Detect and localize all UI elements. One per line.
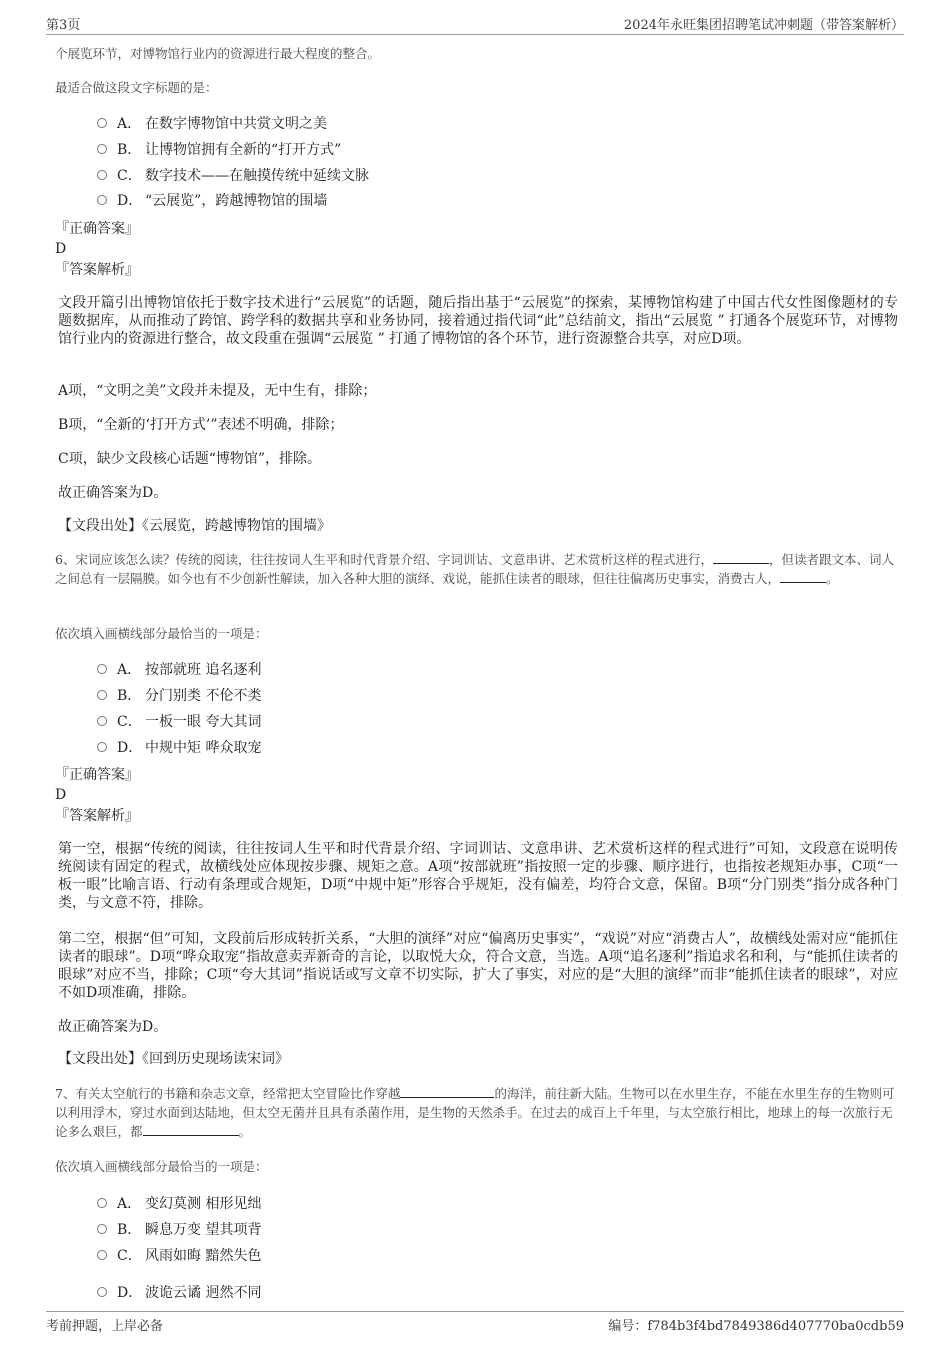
radio-icon[interactable] [97,1224,107,1234]
q5-answer: D [55,241,67,257]
radio-icon[interactable] [97,690,107,700]
q6-source: 【文段出处】《回到历史现场读宋词》 [58,1051,289,1067]
q6-prompt: 依次填入画横线部分最恰当的一项是： [55,626,268,641]
document-id: 编号：f784b3f4bd7849386d407770ba0cdb59 [608,1319,904,1334]
q6-analysis-first-blank: 第一空，根据“传统的阅读，往往按词人生平和时代背景介绍、字词训诂、文意串讲、艺术赏析这样的程式进行”可知，文段意在说明传统阅读有固定的程式，故横线处应体现按步骤、规矩之意。A项“按部就班”指按照一定的步骤、顺序进行，也指按老规矩办事，C项“一板一眼”比喻言语、行动有条理或合规矩，D项“中规中矩”形容合乎规矩，没有偏差，均符合文意，保留。B项“分门别类”指分成各种门类，与文意不符，排除。 [58,841,898,911]
q5-source: 【文段出处】《云展览，跨越博物馆的围墙》 [58,518,331,534]
page-footer [46,1311,904,1334]
fill-blank [713,551,769,564]
q6-option-b[interactable]: B． 分门别类 不伦不类 [97,686,261,706]
q7-option-b[interactable]: B． 瞬息万变 望其项背 [97,1220,261,1240]
q6-option-a[interactable]: A． 按部就班 追名逐利 [97,660,261,680]
q5-intro-tail: 个展览环节，对博物馆行业内的资源进行最大程度的整合。 [55,46,381,61]
q7-option-d[interactable]: D． 波诡云谲 迥然不同 [97,1283,261,1303]
q5-option-b[interactable]: B． 让博物馆拥有全新的“打开方式” [97,140,341,160]
radio-icon[interactable] [97,1198,107,1208]
q6-analysis-second-blank: 第二空，根据“但”可知，文段前后形成转折关系，“大胆的演绎”对应“偏离历史事实”，“戏说”对应“消费古人”，故横线处需对应“能抓住读者的眼球”。D项“哗众取宠”指故意卖弄新奇的言论，以取悦大众，符合文意，当选。A项“追名逐利”指追求名和利，与“能抓住读者的眼球”对应不当，排除；C项“夸大其词”指说话或写文章不切实际，扩大了事实，对应的是“大胆的演绎”而非“能抓住读者的眼球”，对应不如D项准确，排除。 [58,931,898,1001]
q6-option-d[interactable]: D． 中规中矩 哗众取宠 [97,738,261,758]
page-header [46,14,904,35]
radio-icon[interactable] [97,118,107,128]
q5-analysis-b: B项，“全新的‘打开方式’”表述不明确，排除； [58,417,344,433]
q6-conclusion: 故正确答案为D。 [58,1019,168,1035]
page-number: 第3页 [46,18,81,33]
fill-blank [400,1085,494,1098]
fill-blank [143,1123,239,1136]
radio-icon[interactable] [97,144,107,154]
q5-option-a[interactable]: A． 在数字博物馆中共赏文明之美 [97,114,327,134]
q7-stem: 7、有关太空航行的书籍和杂志文章，经常把太空冒险比作穿越 的海洋，前往新大陆。生物可以在水里生存，不能在水里生存的生物则可以利用浮木，穿过水面到达陆地，但太空无菌并且具有杀菌作用，是生物的天然杀手。在过去的成百上千年里，与太空旅行相比，地球上的每一次旅行无论多么艰巨，都 。 [55,1086,895,1139]
document-title: 2024年永旺集团招聘笔试冲刺题（带答案解析） [623,18,904,33]
radio-icon[interactable] [97,1250,107,1260]
q5-prompt: 最适合做这段文字标题的是： [55,80,218,95]
q5-analysis-main: 文段开篇引出博物馆依托于数字技术进行“云展览”的话题，随后指出基于“云展览”的探索，某博物馆构建了中国古代女性图像题材的专题数据库，从而推动了跨馆、跨学科的数据共享和业务协同，接着通过指代词“此”总结前文，指出“云展览 ” 打通各个展览环节，对博物馆行业内的资源进行整合，故文段重在强调“云展览 ” 打通了博物馆的各个环节，进行资源整合共享，对应D项。 [58,295,898,347]
q5-answer-label: 『正确答案』 [55,221,139,237]
q5-analysis-c: C项，缺少文段核心话题“博物馆”，排除。 [58,451,322,467]
q5-conclusion: 故正确答案为D。 [58,485,168,501]
q7-option-c[interactable]: C． 风雨如晦 黯然失色 [97,1246,261,1266]
radio-icon[interactable] [97,170,107,180]
fill-blank [780,570,826,583]
radio-icon[interactable] [97,742,107,752]
q6-answer-label: 『正确答案』 [55,767,139,783]
q7-prompt: 依次填入画横线部分最恰当的一项是： [55,1159,268,1174]
q6-answer: D [55,787,67,803]
radio-icon[interactable] [97,664,107,674]
q5-option-c[interactable]: C． 数字技术——在触摸传统中延续文脉 [97,166,369,186]
q6-option-c[interactable]: C． 一板一眼 夸大其词 [97,712,261,732]
footer-slogan: 考前押题，上岸必备 [46,1319,164,1334]
radio-icon[interactable] [97,1287,107,1297]
q6-analysis-label: 『答案解析』 [55,808,139,824]
radio-icon[interactable] [97,195,107,205]
radio-icon[interactable] [97,716,107,726]
q7-option-a[interactable]: A． 变幻莫测 相形见绌 [97,1194,261,1214]
q5-option-d[interactable]: D． “云展览”，跨越博物馆的围墙 [97,191,327,211]
q5-analysis-a: A项，“文明之美”文段并未提及，无中生有，排除； [58,383,377,399]
q6-stem: 6、宋词应该怎么读？传统的阅读，往往按词人生平和时代背景介绍、字词训诂、文意串讲、艺术赏析这样的程式进行， ，但读者跟文本、词人之间总有一层隔膜。如今也有不少创新性解读，加入各种大胆的演绎、戏说，能抓住读者的眼球，但往往偏离历史事实，消费古人， 。 [55,552,894,586]
q5-analysis-label: 『答案解析』 [55,262,139,278]
